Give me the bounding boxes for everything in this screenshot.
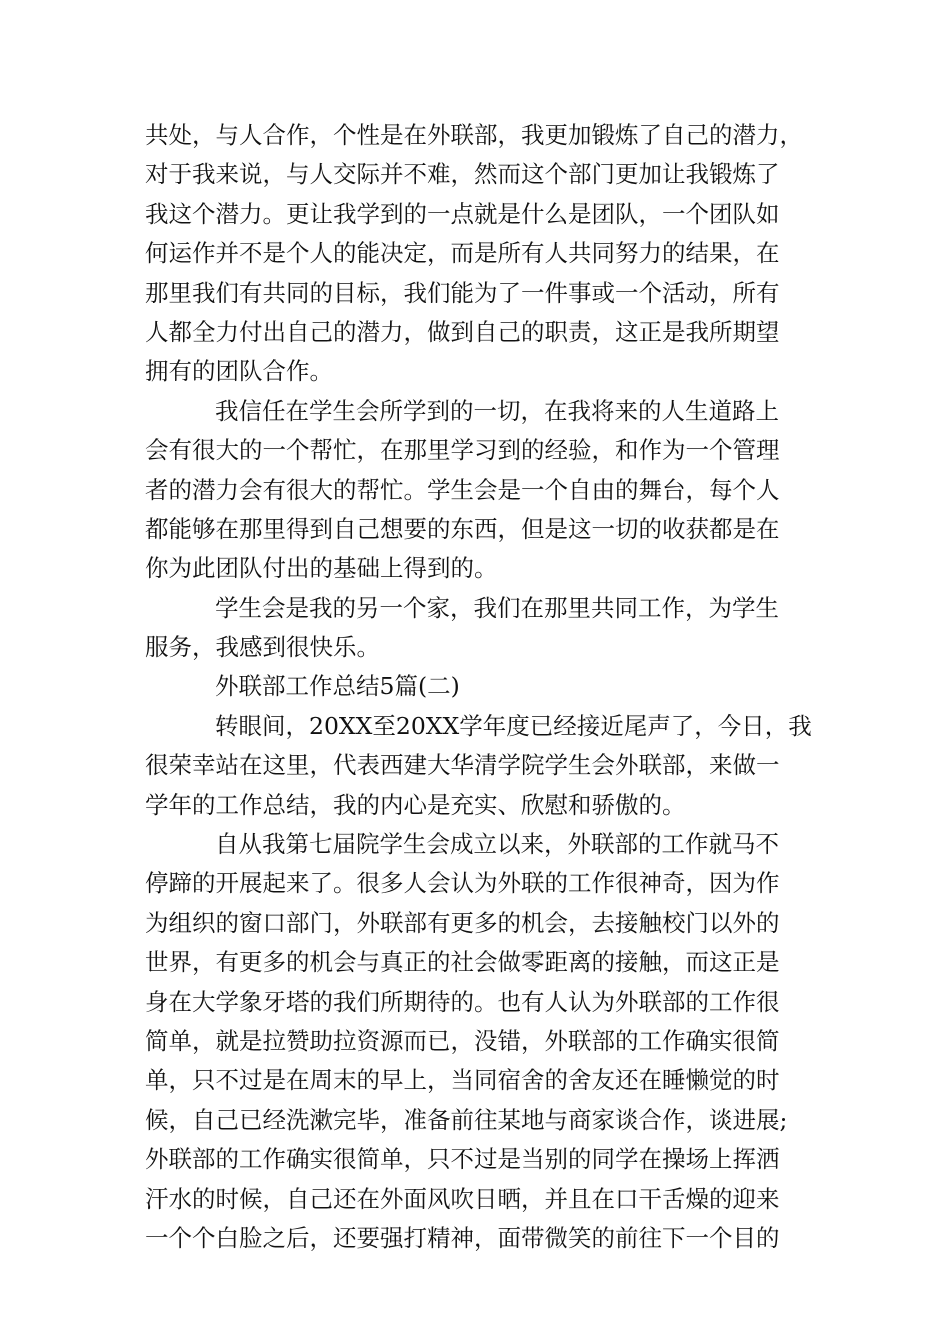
paragraph-first-line: 我信任在学生会所学到的一切，在我将来的人生道路上 bbox=[215, 396, 779, 425]
section-heading: 外联部工作总结5篇(二) bbox=[215, 672, 460, 701]
text-line: 身在大学象牙塔的我们所期待的。也有人认为外联部的工作很 bbox=[145, 987, 780, 1016]
text-line: 者的潜力会有很大的帮忙。学生会是一个自由的舞台，每个人 bbox=[145, 475, 780, 504]
text-line: 共处，与人合作，个性是在外联部，我更加锻炼了自己的潜力， bbox=[145, 121, 803, 149]
text-line: 拥有的团队合作。 bbox=[145, 357, 333, 386]
paragraph-first-line: 学生会是我的另一个家，我们在那里共同工作，为学生 bbox=[215, 593, 779, 622]
paragraph-first-line: 转眼间，20XX至20XX学年度已经接近尾声了，今日，我 bbox=[215, 711, 812, 740]
text-line: 人都全力付出自己的潜力，做到自己的职责，这正是我所期望 bbox=[145, 317, 780, 346]
text-line: 汗水的时候，自己还在外面风吹日晒，并且在口干舌燥的迎来 bbox=[145, 1184, 780, 1213]
text-line: 很荣幸站在这里，代表西建大华清学院学生会外联部，来做一 bbox=[145, 751, 780, 780]
text-line: 你为此团队付出的基础上得到的。 bbox=[145, 554, 498, 583]
text-line: 单，只不过是在周末的早上，当同宿舍的舍友还在睡懒觉的时 bbox=[145, 1066, 780, 1095]
text-line: 简单，就是拉赞助拉资源而已，没错，外联部的工作确实很简 bbox=[145, 1026, 780, 1055]
text-line: 对于我来说，与人交际并不难，然而这个部门更加让我锻炼了 bbox=[145, 160, 780, 189]
text-line: 一个个白脸之后，还要强打精神，面带微笑的前往下一个目的 bbox=[145, 1223, 780, 1252]
text-line: 服务，我感到很快乐。 bbox=[145, 633, 380, 662]
text-line: 外联部的工作确实很简单，只不过是当别的同学在操场上挥洒 bbox=[145, 1145, 780, 1174]
paragraph-first-line: 自从我第七届院学生会成立以来，外联部的工作就马不 bbox=[215, 830, 779, 859]
text-line: 何运作并不是个人的能决定，而是所有人共同努力的结果，在 bbox=[145, 239, 780, 268]
text-line: 我这个潜力。更让我学到的一点就是什么是团队，一个团队如 bbox=[145, 199, 780, 228]
text-line: 候，自己已经洗漱完毕，准备前往某地与商家谈合作，谈进展; bbox=[145, 1105, 788, 1134]
text-line: 停蹄的开展起来了。很多人会认为外联的工作很神奇，因为作 bbox=[145, 869, 780, 898]
text-line: 为组织的窗口部门，外联部有更多的机会，去接触校门以外的 bbox=[145, 908, 780, 937]
text-line: 会有很大的一个帮忙，在那里学习到的经验，和作为一个管理 bbox=[145, 436, 780, 465]
document-body bbox=[145, 116, 812, 1258]
text-line: 世界，有更多的机会与真正的社会做零距离的接触，而这正是 bbox=[145, 948, 780, 977]
text-line: 学年的工作总结，我的内心是充实、欣慰和骄傲的。 bbox=[145, 790, 686, 819]
text-line: 那里我们有共同的目标，我们能为了一件事或一个活动，所有 bbox=[145, 278, 780, 307]
text-line: 都能够在那里得到自己想要的东西，但是这一切的收获都是在 bbox=[145, 514, 780, 543]
